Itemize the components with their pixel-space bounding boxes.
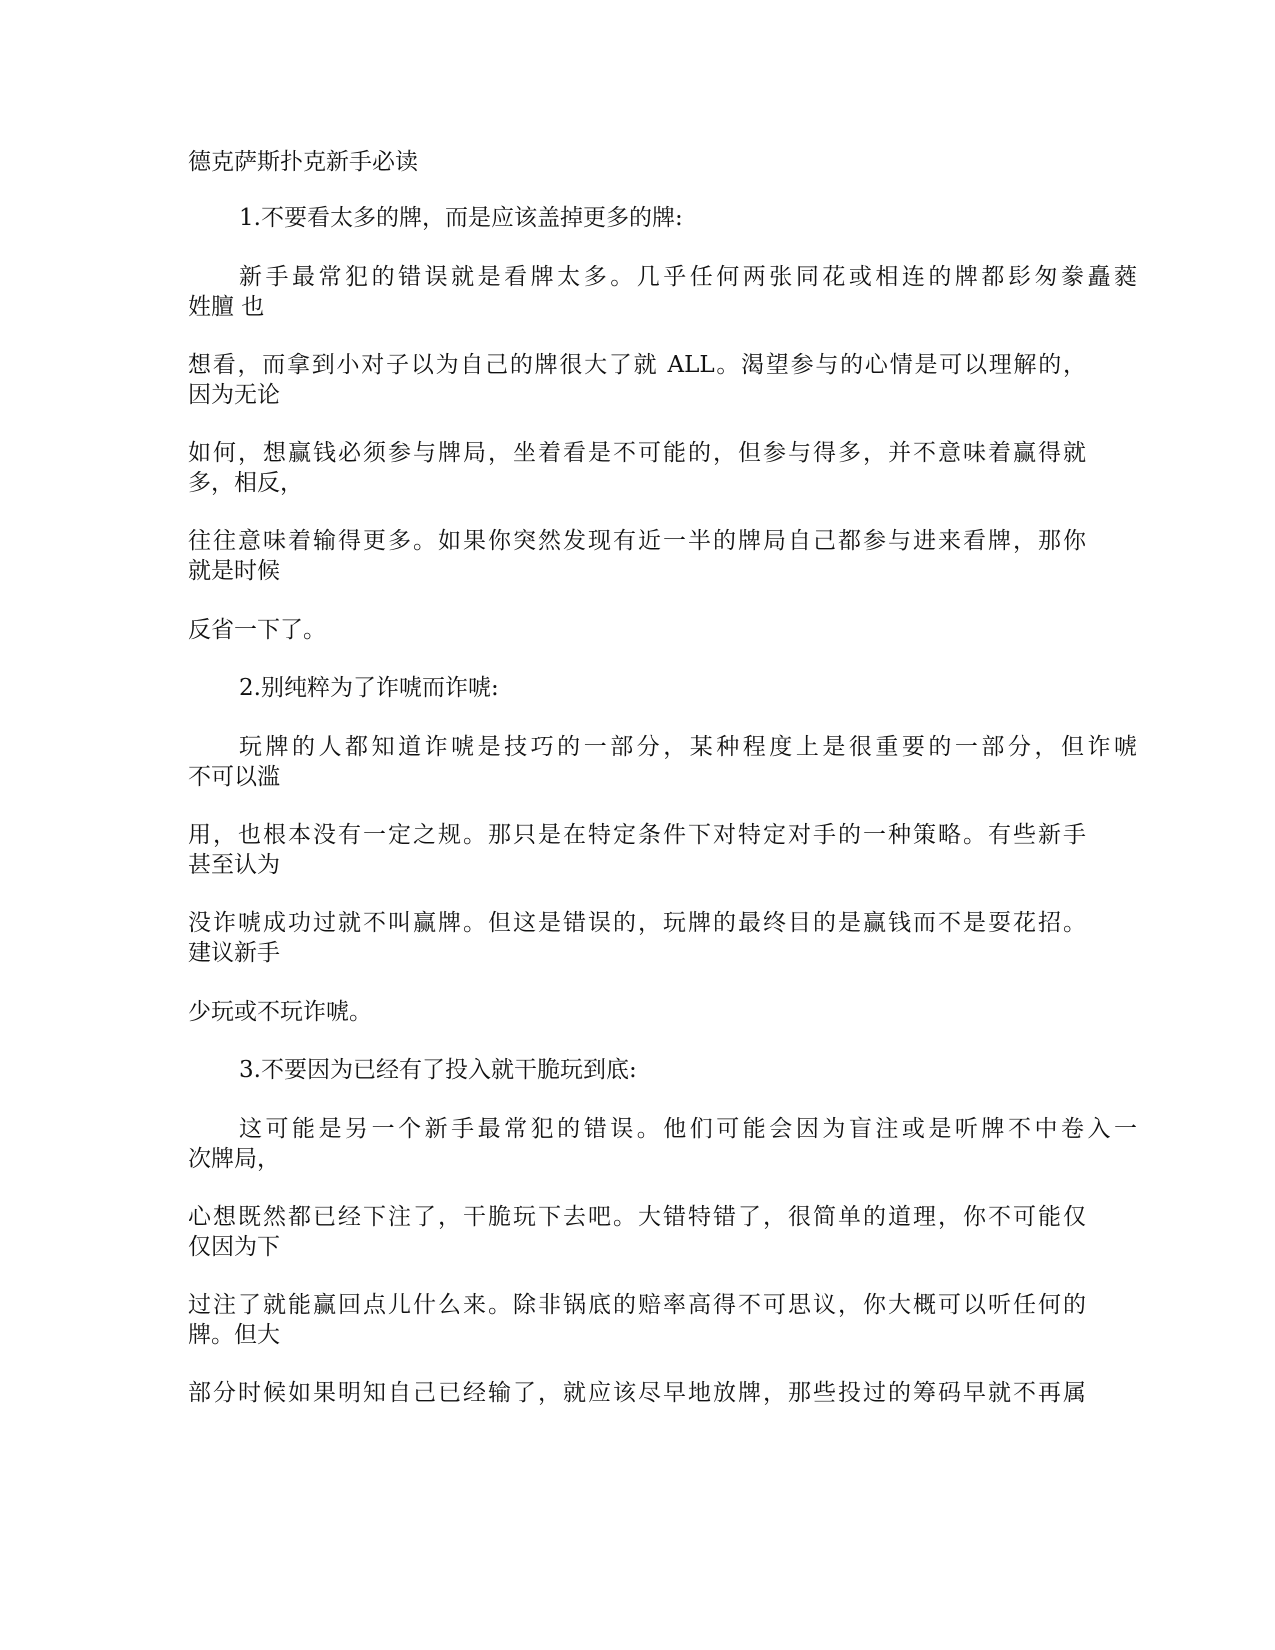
section-heading-2: 2.别纯粹为了诈唬而诈唬:	[239, 675, 499, 701]
paragraph-line: 牌。但大	[188, 1322, 280, 1348]
paragraph-line: 如何，想赢钱必须参与牌局，坐着看是不可能的，但参与得多，并不意味着赢得就	[188, 440, 1086, 466]
section-heading-1: 1.不要看太多的牌，而是应该盖掉更多的牌:	[239, 205, 683, 231]
paragraph-line: 新手最常犯的错误就是看牌太多。几乎任何两张同花或相连的牌都髟匆豢矗蕤	[239, 264, 1137, 290]
paragraph-line: 反省一下了。	[188, 617, 326, 643]
paragraph-line: 多，相反，	[188, 470, 303, 496]
paragraph-line: 不可以滥	[188, 764, 280, 790]
paragraph-line: 心想既然都已经下注了，干脆玩下去吧。大错特错了，很简单的道理，你不可能仅	[188, 1204, 1086, 1230]
paragraph-line: 少玩或不玩诈唬。	[188, 999, 372, 1025]
paragraph-line: 次牌局，	[188, 1146, 280, 1172]
paragraph-line: 因为无论	[188, 382, 280, 408]
paragraph-line: 没诈唬成功过就不叫赢牌。但这是错误的，玩牌的最终目的是赢钱而不是耍花招。	[188, 910, 1086, 936]
paragraph-line: 姓膻 也	[188, 294, 265, 320]
paragraph-line: 这可能是另一个新手最常犯的错误。他们可能会因为盲注或是听牌不中卷入一	[239, 1116, 1137, 1142]
paragraph-line: 仅因为下	[188, 1234, 280, 1260]
paragraph-line: 玩牌的人都知道诈唬是技巧的一部分，某种程度上是很重要的一部分，但诈唬	[239, 734, 1137, 760]
document-page	[188, 0, 1137, 1650]
paragraph-line: 往往意味着输得更多。如果你突然发现有近一半的牌局自己都参与进来看牌，那你	[188, 528, 1086, 554]
paragraph-line: 甚至认为	[188, 852, 280, 878]
paragraph-line: 用，也根本没有一定之规。那只是在特定条件下对特定对手的一种策略。有些新手	[188, 822, 1086, 848]
document-title: 德克萨斯扑克新手必读	[188, 149, 418, 175]
paragraph-line: 就是时候	[188, 558, 280, 584]
paragraph-line: 部分时候如果明知自己已经输了，就应该尽早地放牌，那些投过的筹码早就不再属	[188, 1380, 1086, 1406]
paragraph-line: 想看，而拿到小对子以为自己的牌很大了就 ALL。渴望参与的心情是可以理解的，	[188, 352, 1086, 378]
paragraph-line: 建议新手	[188, 940, 280, 966]
section-heading-3: 3.不要因为已经有了投入就干脆玩到底:	[239, 1057, 637, 1083]
paragraph-line: 过注了就能赢回点儿什么来。除非锅底的赔率高得不可思议，你大概可以听任何的	[188, 1292, 1086, 1318]
